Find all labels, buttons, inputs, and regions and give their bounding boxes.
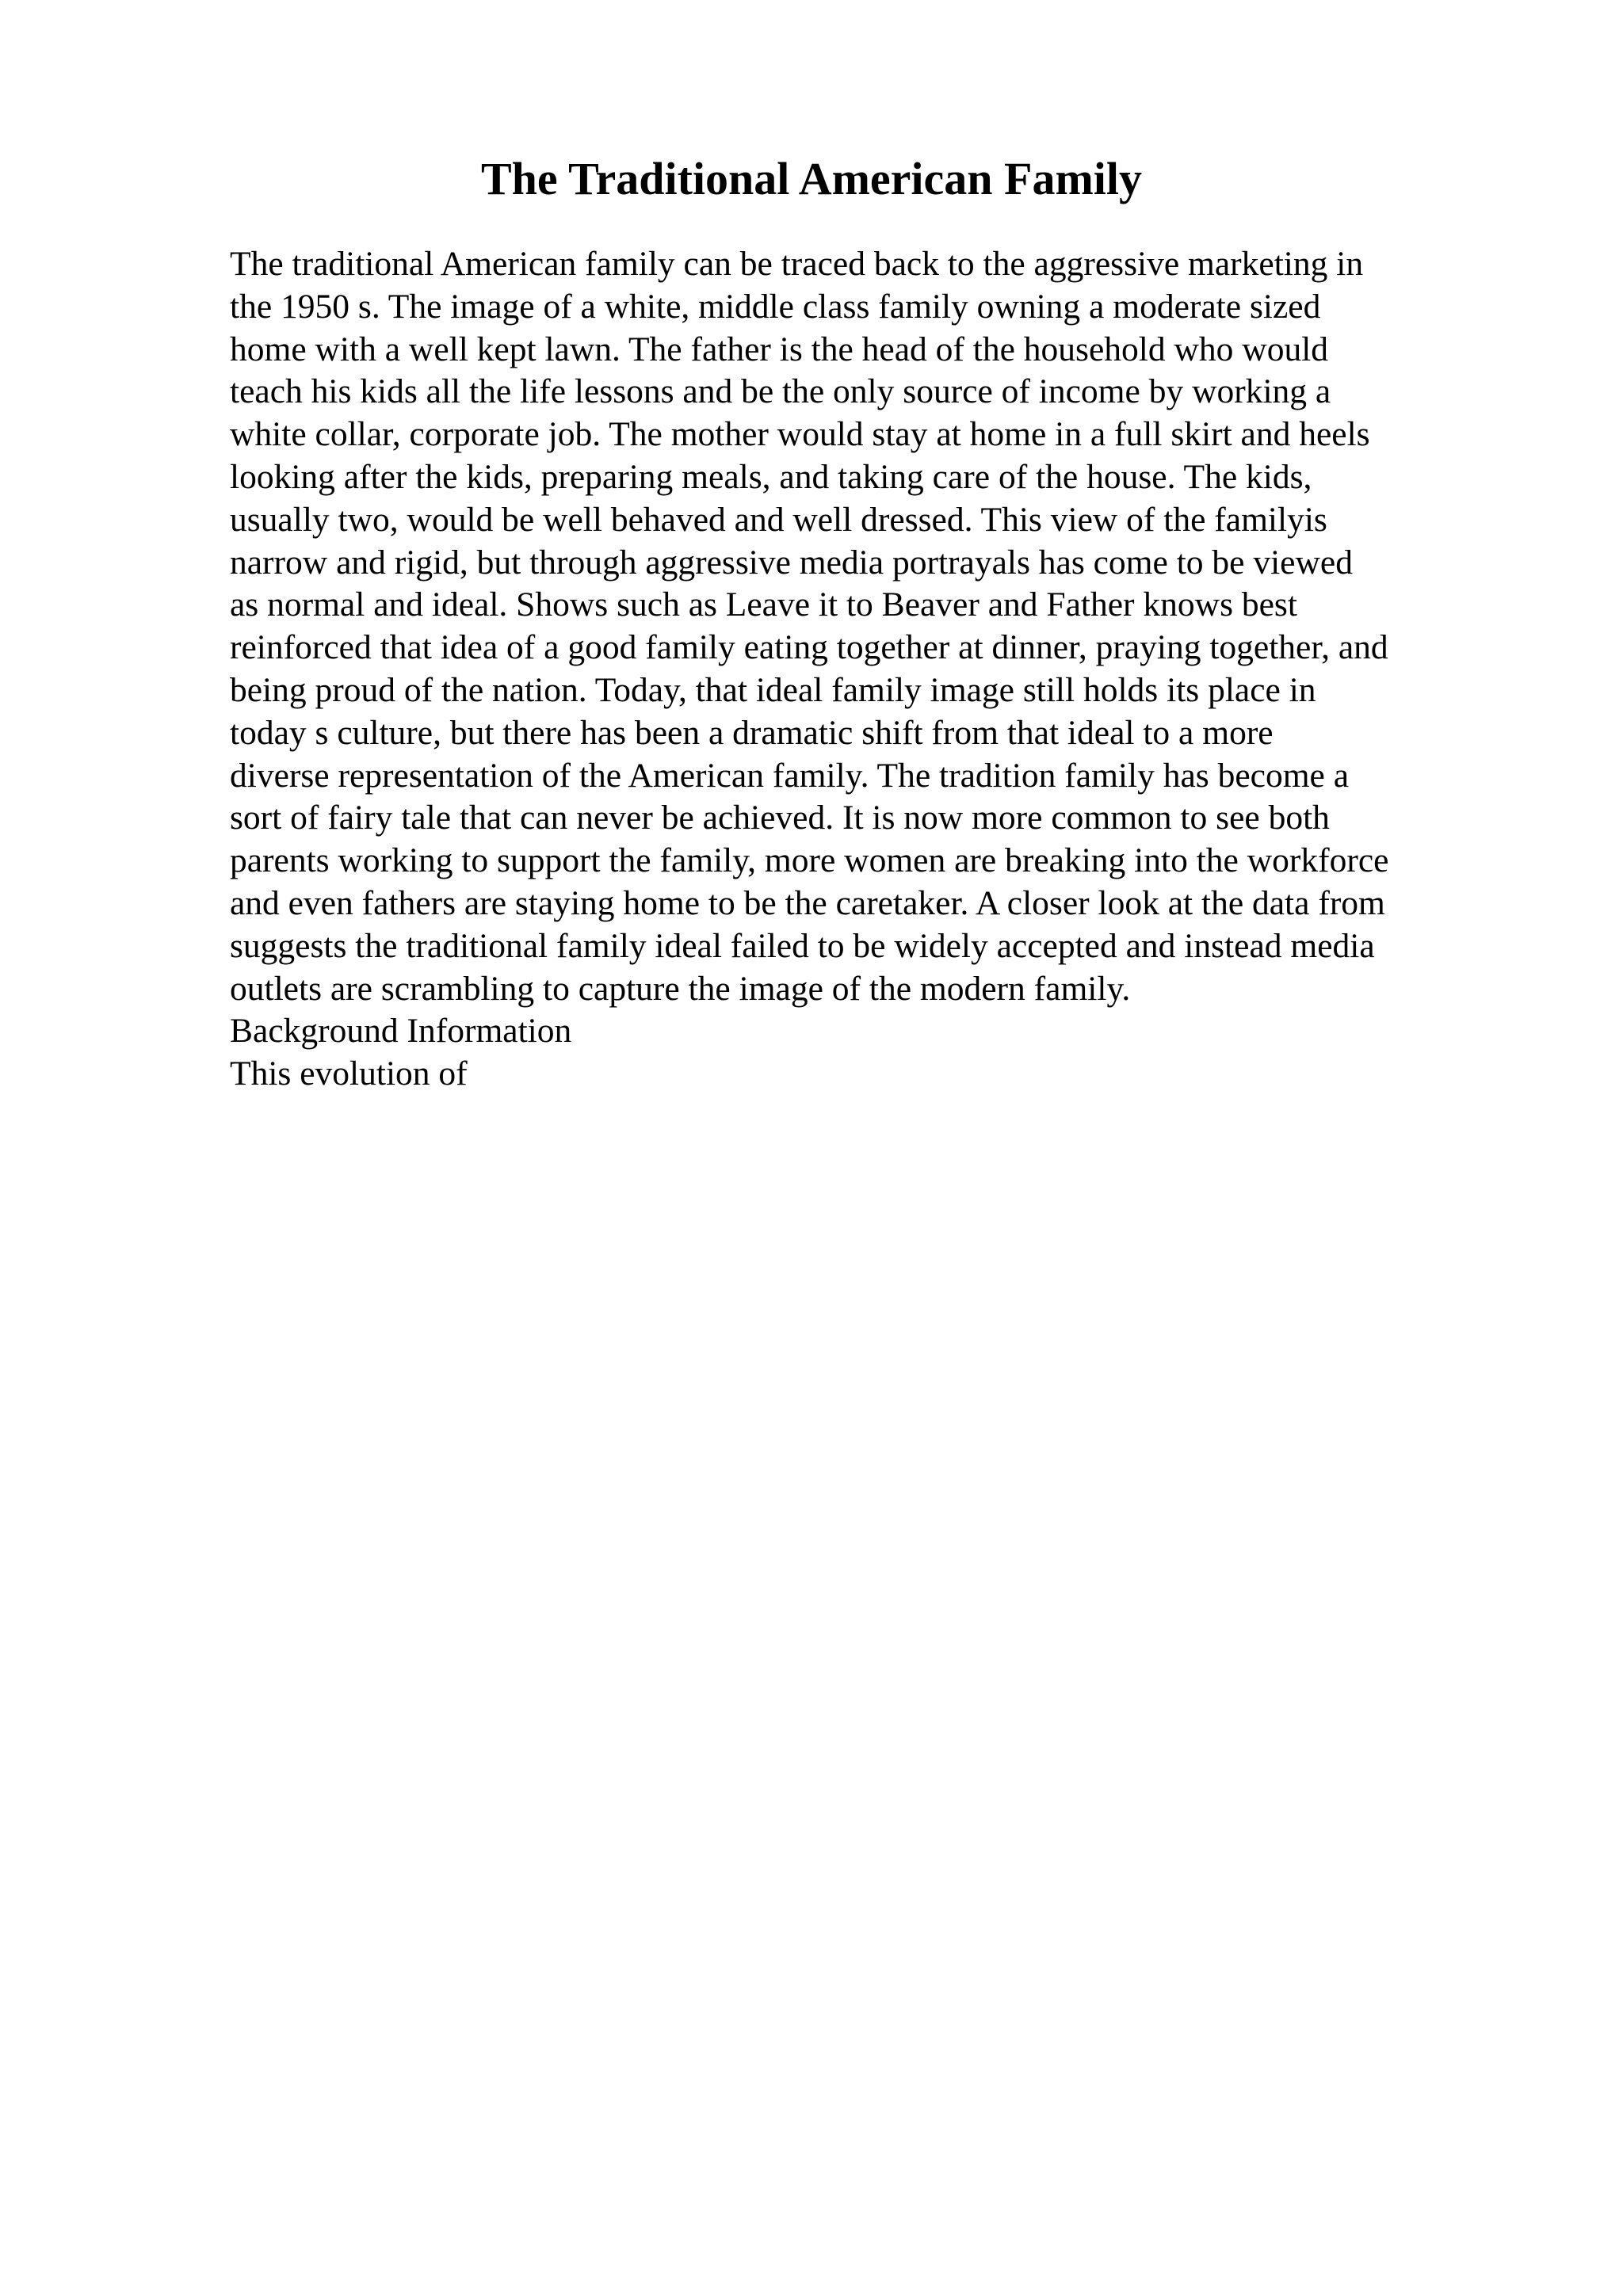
body-line: and even fathers are staying home to be the caretaker. A closer look at the data from [230, 883, 1385, 922]
body-line: narrow and rigid, but through aggressive media portrayals has come to be viewed [230, 543, 1353, 582]
body-line: diverse representation of the American family. The tradition family has become a [230, 756, 1350, 795]
body-line: usually two, would be well behaved and well dressed. This view of the familyis [230, 500, 1327, 539]
body-line: as normal and ideal. Shows such as Leave it to Beaver and Father knows best [230, 585, 1297, 624]
body-line: reinforced that idea of a good family eating together at dinner, praying together, and [230, 628, 1388, 667]
body-line: teach his kids all the life lessons and be the only source of income by working a [230, 372, 1331, 411]
section-start-text: This evolution of [230, 1055, 468, 1093]
body-line: white collar, corporate job. The mother would stay at home in a full skirt and heels [230, 415, 1370, 454]
document-body [230, 243, 1498, 1096]
body-line: the 1950 s. The image of a white, middle class family owning a moderate sized [230, 287, 1321, 326]
document-title: The Traditional American Family [480, 153, 1142, 204]
body-line: today s culture, but there has been a dramatic shift from that ideal to a more [230, 713, 1274, 752]
body-line: suggests the traditional family ideal failed to be widely accepted and instead media [230, 926, 1375, 965]
body-line: The traditional American family can be traced back to the aggressive marketing in [230, 245, 1364, 283]
section-heading: Background Information [230, 1012, 572, 1051]
body-line: parents working to support the family, more women are breaking into the workforce [230, 841, 1389, 880]
body-line: home with a well kept lawn. The father is the head of the household who would [230, 330, 1329, 368]
body-line: outlets are scrambling to capture the image of the modern family. [230, 969, 1131, 1008]
body-line: sort of fairy tale that can never be achieved. It is now more common to see both [230, 799, 1330, 837]
body-line: being proud of the nation. Today, that ideal family image still holds its place in [230, 670, 1316, 709]
body-line: looking after the kids, preparing meals, and taking care of the house. The kids, [230, 457, 1312, 496]
